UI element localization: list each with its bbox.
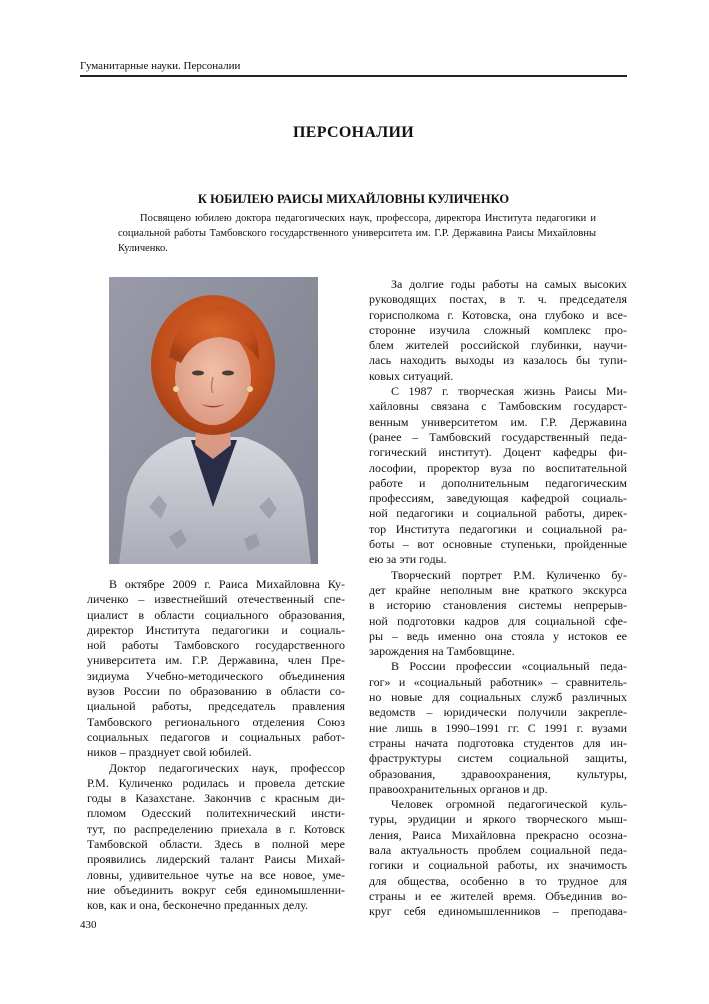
- text-line: университета им. Г.Р. Державина, член Пре-: [87, 653, 345, 668]
- text-line: Тамбовского регионального отделения Союз: [87, 714, 345, 729]
- text-line: ной педагогики и социальной работы, дирек-: [369, 506, 627, 521]
- text-line: профессиям, заведующая кафедрой социаль-: [369, 491, 627, 506]
- page-number: 430: [80, 919, 97, 931]
- text-line: ления, Раиса Михайловна прекрасно осозна-: [369, 827, 627, 842]
- text-line: гогики и социальной работы, их значимость: [369, 858, 627, 873]
- abstract-text: Посвящено юбилею доктора педагогических наук, профессора, директора Института педагогики и социальной работы Тамбовского государственного университета им. Г.Р. Державина Раисы Михайловны Куличенко.: [118, 213, 596, 254]
- text-line: боты – вот основные ступеньки, пройденные: [369, 537, 627, 552]
- text-line: годы в Казахстане. Закончив с красным ди-: [87, 791, 345, 806]
- text-line: В России профессии «социальный педа-: [391, 659, 627, 674]
- running-head: Гуманитарные науки. Персоналии: [80, 60, 241, 72]
- text-line: фраструктуры систем социальной защиты,: [369, 751, 627, 766]
- text-line: С 1987 г. творческая жизнь Раисы Ми-: [391, 384, 627, 399]
- text-line: Творческий портрет Р.М. Куличенко бу-: [391, 567, 627, 582]
- text-line: Доктор педагогических наук, профессор: [109, 760, 345, 775]
- text-line: В октябре 2009 г. Раиса Михайловна Ку-: [109, 577, 345, 591]
- text-line: страны и ее жителей время. Объединив во-: [369, 888, 627, 903]
- text-line: директор Института педагогики и социаль-: [87, 622, 345, 637]
- text-line: горисполкома г. Котовска, она глубоко и все-: [369, 307, 627, 322]
- text-line: блем жителей российской глубинки, научи-: [369, 338, 627, 353]
- text-line: для общества, особенно в то трудное для: [369, 873, 627, 888]
- text-line: венным университетом им. Г.Р. Державина: [369, 414, 627, 429]
- text-line: в историю становления системы непрерыв-: [369, 598, 627, 613]
- text-line: зидиума Учебно-методического объединения: [87, 668, 345, 683]
- text-line: пломом Одесский политехнический инсти-: [87, 806, 345, 821]
- article-title: К ЮБИЛЕЮ РАИСЫ МИХАЙЛОВНЫ КУЛИЧЕНКО: [197, 192, 510, 206]
- right-column: [369, 277, 627, 919]
- text-line: тут, по распределению приехала в г. Котовск: [87, 821, 345, 836]
- text-line: личенко – известнейший отечественный спе-: [87, 592, 345, 607]
- text-line: страны начата подготовка студентов для ин-: [369, 735, 627, 750]
- text-line: ковых ситуаций.: [369, 368, 454, 383]
- text-line: ной работы Тамбовского государственного: [87, 638, 345, 653]
- text-line: хайловны связана с Тамбовским государст-: [369, 399, 627, 414]
- text-line: циальной работы, председатель правления: [87, 699, 345, 714]
- text-line: ловны, удивительное чутье на все новое, уме-: [87, 867, 345, 882]
- text-line: сторонне изучила сложный комплекс про-: [369, 322, 627, 337]
- header-rule: [80, 75, 627, 77]
- text-line: вузов России по образованию в области со-: [87, 684, 345, 699]
- text-line: ников – празднует свой юбилей.: [87, 745, 252, 760]
- text-line: круг себя единомышленников – преподава-: [369, 904, 627, 919]
- text-line: ков, как и она, бесконечно преданных делу.: [87, 898, 309, 913]
- text-line: вала актуальность проблем социальной педа-: [369, 842, 627, 857]
- portrait-photo: [109, 277, 318, 564]
- section-title: ПЕРСОНАЛИИ: [293, 124, 414, 141]
- text-line: ной подготовки кадров для социальной сфе-: [369, 613, 627, 628]
- text-line: дет крайне неполным вне краткого экскурса: [369, 582, 627, 597]
- text-line: Человек огромной педагогической куль-: [391, 797, 627, 812]
- text-line: но новые для социальных служб различных: [369, 690, 627, 705]
- text-line: ние объединить вокруг себя единомышленни-: [87, 882, 345, 897]
- text-line: зарождения на Тамбовщине.: [369, 644, 515, 659]
- text-line: тор Института педагогики и социальной ра-: [369, 521, 627, 536]
- text-line: ры – ведь именно она стояла у истоков ее: [369, 628, 627, 643]
- text-line: образования, здравоохранения, культуры,: [369, 766, 627, 781]
- text-line: гогический институт). Доцент кафедры фи-: [369, 445, 627, 460]
- text-line: руководящих постах, в т. ч. председателя: [369, 292, 627, 307]
- text-line: ние лишь в 1990–1991 гг. С 1991 г. вузами: [369, 720, 627, 735]
- text-line: правоохранительных органов и др.: [369, 781, 548, 796]
- text-line: лась находить выходы из казалось бы тупи-: [369, 353, 627, 368]
- text-line: (ранее – Тамбовский государственный педа-: [369, 429, 627, 444]
- text-line: циалист в области социального образования,: [87, 607, 345, 622]
- text-line: работе и дополнительным педагогическим: [369, 475, 627, 490]
- text-line: Р.М. Куличенко родилась и провела детские: [87, 775, 345, 790]
- left-column: [87, 577, 345, 914]
- text-line: гог» и «социальный работник» – сравнитель-: [369, 674, 627, 689]
- text-line: туры, эрудиции и яркого творческого мыш-: [369, 812, 627, 827]
- article-abstract: [118, 211, 596, 256]
- text-line: лософии, проректор вуза по воспитательной: [369, 460, 627, 475]
- text-line: проявились лидерский талант Раисы Михай-: [87, 852, 345, 867]
- text-line: За долгие годы работы на самых высоких: [391, 277, 627, 291]
- text-line: ведомств – юридически получили закрепле-: [369, 705, 627, 720]
- text-line: ею за эти годы.: [369, 552, 447, 567]
- text-line: социальных педагогов и социальных работ-: [87, 729, 345, 744]
- text-line: Тамбовской области. Здесь в полной мере: [87, 837, 345, 852]
